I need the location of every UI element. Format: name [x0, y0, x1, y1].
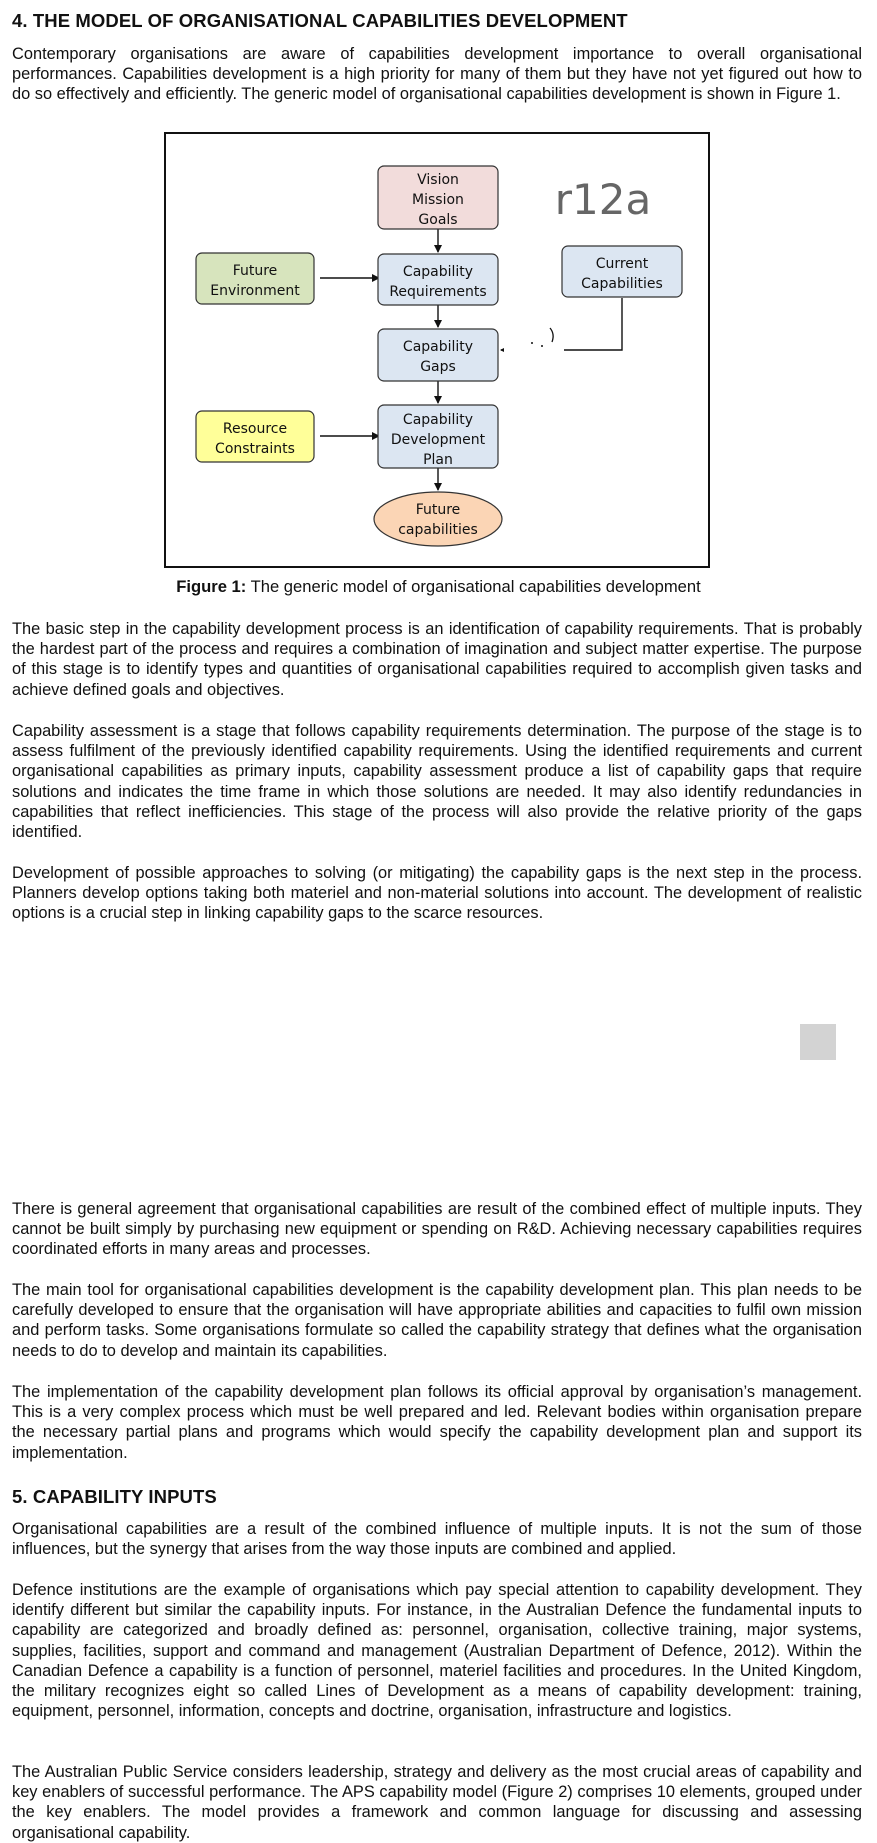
gray-placeholder-square: [800, 1024, 836, 1060]
box-label-line: Capability: [402, 412, 474, 428]
box-label-line: Environment: [210, 283, 300, 299]
section-4-intro-paragraph: Contemporary organisations are aware of capabilities development importance to overall organisational performances. Capabilities development is a high priority for many of them but they have not yet figured out how to do so effectively and efficiently. The generic model of organisational capabilities development is shown in Figure 1.: [12, 45, 862, 104]
box-label-line: Vision: [417, 172, 459, 188]
box-label-line: Requirements: [389, 284, 487, 300]
capability-gaps-box: [378, 329, 498, 381]
box-label-line: Goals: [418, 212, 458, 228]
future-capabilities-ellipse: [374, 492, 502, 546]
box-label-line: Development: [390, 432, 486, 448]
figure-1-diagram: [166, 134, 708, 566]
box-label-line: Gaps: [420, 359, 456, 375]
paragraph-australian-public-service: The Australian Public Service considers leadership, strategy and delivery as the most crucial areas of capability and key enablers of successful performance. The APS capability model (Figure 2) comprises 10 elements, grouped under the key enablers. The model provides a framework and common language for discussing and assessing organisational capability.: [12, 1763, 862, 1842]
paragraph-defence-institutions: Defence institutions are the example of organisations which pay special attention to capability development. They identify different but similar the capability inputs. For instance, in the Australian Defence the fundamental inputs to capability are categorized and broadly defined as: personnel, organisation, collective training, major systems, supplies, facilities, support and command and management (Australian Department of Defence, 2012). Within the Canadian Defence a capability is a function of personnel, materiel facilities and procedures. In the United Kingdom, the military recognizes eight so called Lines of Development as a means of capability development: training, equipment, personnel, information, concepts and doctrine, organisation, infrastructure and logistics.: [12, 1581, 862, 1721]
resource-constraints-box: [196, 411, 314, 462]
box-label-line: Capability: [402, 264, 474, 280]
box-label-line: Future: [415, 502, 461, 518]
box-label-line: Capabilities: [581, 276, 663, 292]
box-label-line: Current: [595, 256, 649, 272]
section-4-heading: 4. THE MODEL OF ORGANISATIONAL CAPABILITIES DEVELOPMENT: [12, 10, 628, 31]
diagram-artifact-dot: [541, 345, 543, 347]
paragraph-capability-assessment: Capability assessment is a stage that follows capability requirements determination. The purpose of the stage is to assess fulfilment of the previously identified capability requirements. Using the identified requirements and current organisational capabilities as primary inputs, capability assessment produce a list of capability gaps that require solutions and indicates the time frame in which those solutions are needed. It may also identify redundancies in capabilities that reflect inefficiencies. This stage of the process will also provide the relative priority of the gaps identified.: [12, 722, 862, 842]
box-label-line: Future: [232, 263, 278, 279]
box-label-line: Resource: [222, 421, 288, 437]
capability-development-plan-box: [378, 405, 498, 468]
figure-1-caption: [0, 577, 877, 597]
paragraph-implementation: The implementation of the capability development plan follows its official approval by organisation’s management. This is a very complex process which must be well prepared and led. Relevant bodies within organisation prepare the necessary partial plans and programs which would specify the capability development plan and support its implementation.: [12, 1383, 862, 1462]
paragraph-possible-approaches: Development of possible approaches to solving (or mitigating) the capability gaps is the next step in the process. Planners develop options taking both materiel and non-material solutions into account. The development of realistic options is a crucial step in linking capability gaps to the scarce resources.: [12, 864, 862, 923]
figure-watermark: r12a: [554, 175, 652, 224]
diagram-erased-patch: [504, 328, 564, 356]
current-capabilities-box: [562, 246, 682, 297]
section-5-heading: 5. CAPABILITY INPUTS: [12, 1486, 217, 1507]
diagram-artifact-dot: [531, 342, 533, 344]
figure-1-frame: [164, 132, 710, 568]
box-label-line: Mission: [412, 192, 464, 208]
vision-mission-goals-box: [378, 166, 498, 229]
paragraph-capability-requirements: The basic step in the capability development process is an identification of capability requirements. That is probably the hardest part of the process and requires a combination of imagination and subject matter expertise. The purpose of this stage is to identify types and quantities of organisational capabilities required to accomplish given tasks and achieve defined goals and objectives.: [12, 620, 862, 699]
paragraph-general-agreement: There is general agreement that organisational capabilities are result of the combined effect of multiple inputs. They cannot be built simply by purchasing new equipment or spending on R&D. Achieving necessary capabilities requires coordinated efforts in many areas and processes.: [12, 1200, 862, 1259]
box-label-line: Constraints: [215, 441, 295, 457]
box-label-line: Plan: [423, 452, 453, 468]
figure-1-caption-text: The generic model of organisational capabilities development: [246, 577, 701, 596]
box-label-line: Capability: [402, 339, 474, 355]
future-environment-box: [196, 253, 314, 304]
box-label-line: capabilities: [398, 522, 478, 538]
capability-requirements-box: [378, 254, 498, 305]
figure-1-caption-label: Figure 1:: [176, 577, 247, 596]
paragraph-capability-inputs-intro: Organisational capabilities are a result of the combined influence of multiple inputs. It is not the sum of those influences, but the synergy that arises from the way those inputs are combined and applied.: [12, 1520, 862, 1559]
paragraph-development-plan: The main tool for organisational capabilities development is the capability development plan. This plan needs to be carefully developed to ensure that the organisation will have appropriate abilities and capacities to fulfil own mission and perform tasks. Some organisations formulate so called the capability strategy that defines what the organisation needs to do to develop and maintain its capabilities.: [12, 1281, 862, 1360]
